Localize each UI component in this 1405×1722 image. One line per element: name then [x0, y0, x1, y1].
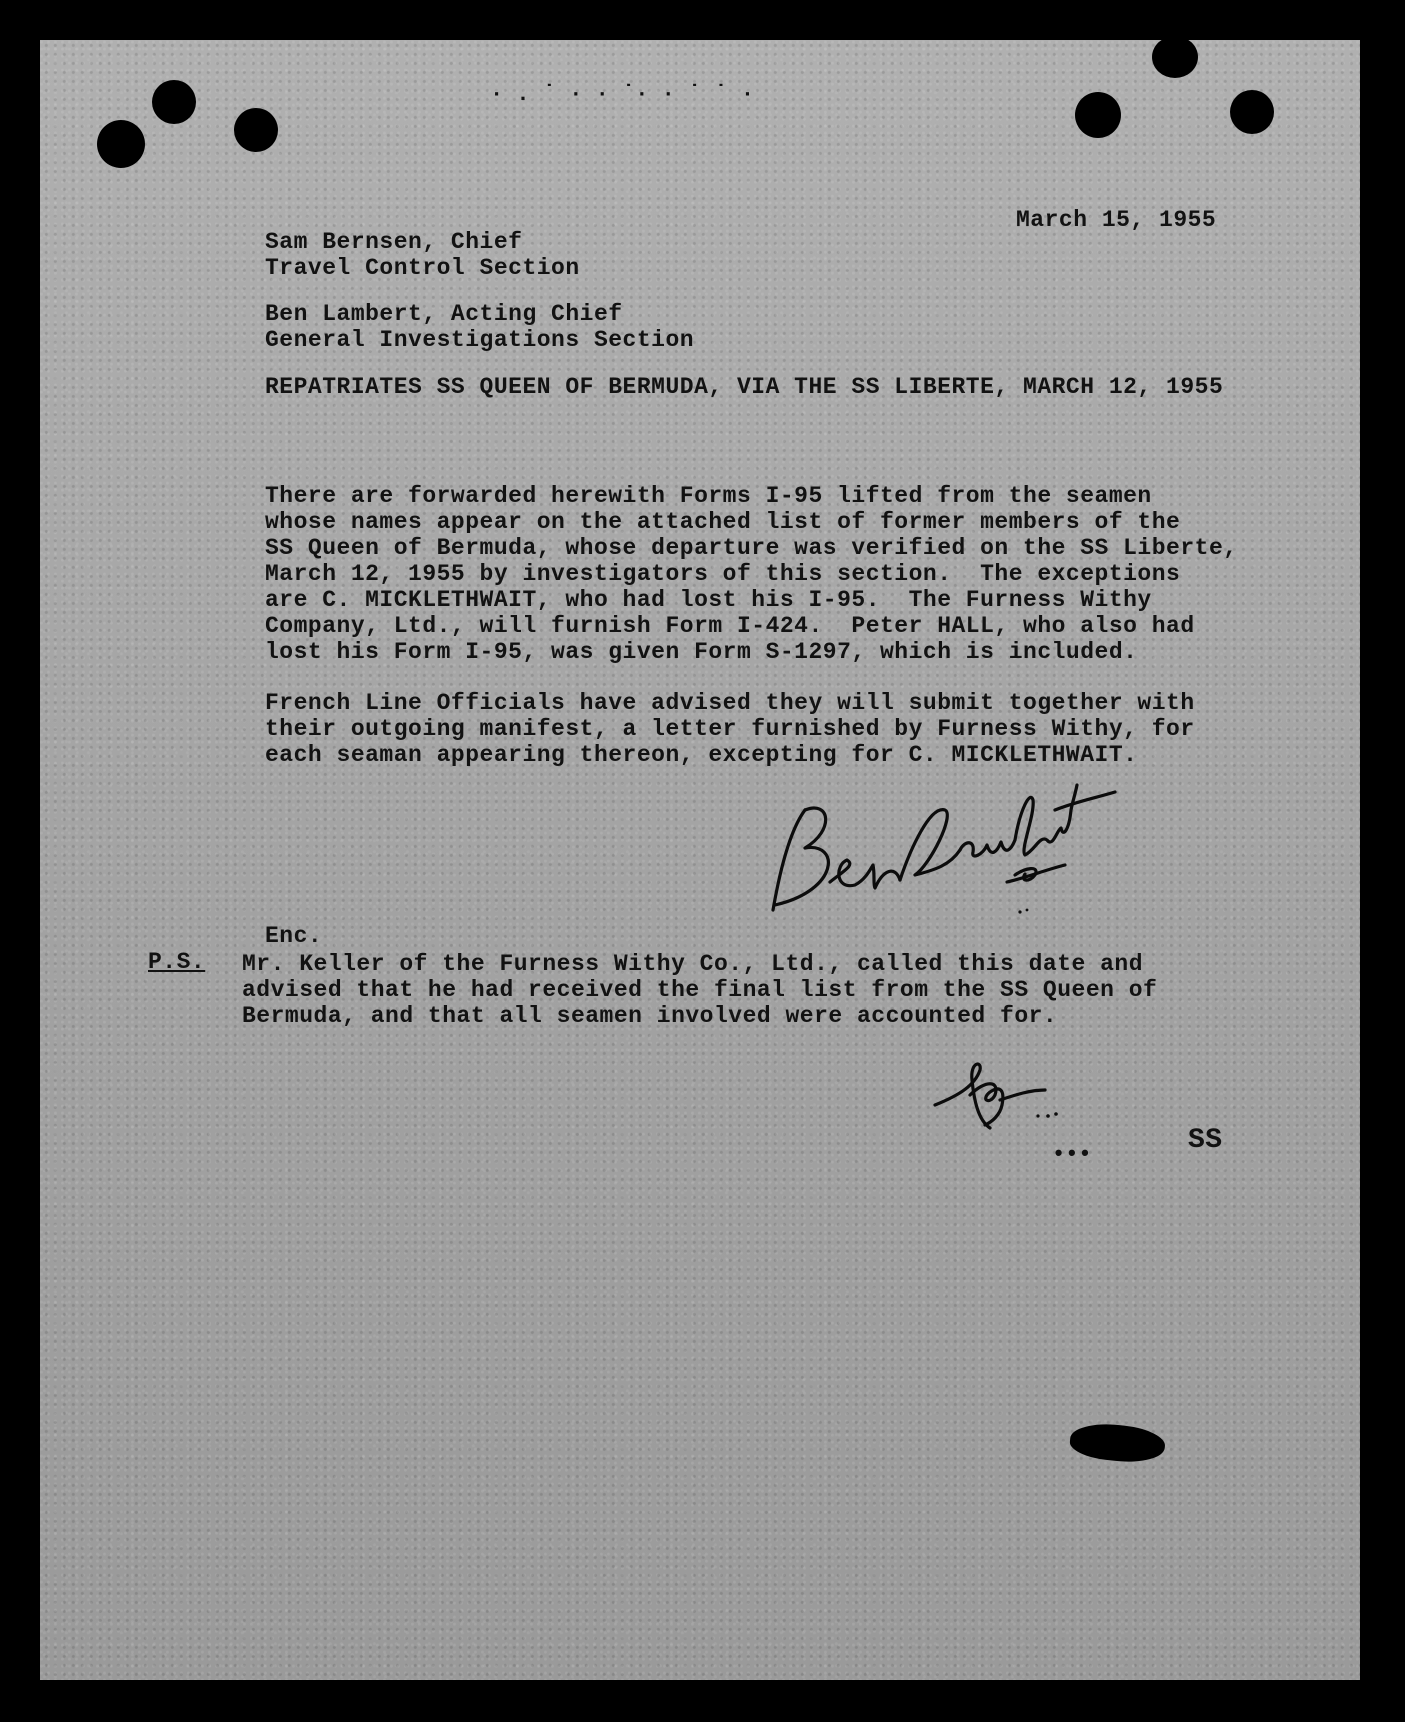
- memo-body-line: SS Queen of Bermuda, whose departure was verified on the SS Liberte,: [265, 535, 1238, 561]
- memo-from-name: Ben Lambert, Acting Chief: [265, 301, 623, 327]
- memo-subject: REPATRIATES SS QUEEN OF BERMUDA, VIA THE SS LIBERTE, MARCH 12, 1955: [265, 374, 1224, 400]
- postscript-line: advised that he had received the final list from the SS Queen of: [242, 977, 1158, 1003]
- punch-hole: [1152, 36, 1198, 78]
- memo-body-line: whose names appear on the attached list of former members of the: [265, 509, 1181, 535]
- postscript-label: P.S.: [148, 949, 206, 975]
- punch-hole: [1075, 92, 1121, 138]
- page-mark: SS: [1188, 1125, 1223, 1156]
- memo-to-name: Sam Bernsen, Chief: [265, 229, 523, 255]
- memo-body-line: Company, Ltd., will furnish Form I-424. Peter HALL, who also had: [265, 613, 1195, 639]
- signature-ben-lambert: [735, 770, 1115, 920]
- punch-hole: [97, 120, 145, 168]
- memo-body-line: their outgoing manifest, a letter furnished by Furness Withy, for: [265, 716, 1195, 742]
- memo-body-line: French Line Officials have advised they will submit together with: [265, 690, 1195, 716]
- punch-hole: [234, 108, 278, 152]
- ink-marks: •••: [1052, 1142, 1092, 1167]
- punch-hole: [1230, 90, 1274, 134]
- ink-smudge: [1068, 1420, 1166, 1466]
- memo-body-line: lost his Form I-95, was given Form S-1297, which is included.: [265, 639, 1138, 665]
- memo-date: March 15, 1955: [1016, 207, 1217, 233]
- ink-specks: · . ˙ · · ˙· · ˙ ˙ ·: [490, 82, 755, 107]
- memo-body-line: are C. MICKLETHWAIT, who had lost his I-95. The Furness Withy: [265, 587, 1152, 613]
- memo-body-line: each seaman appearing thereon, excepting for C. MICKLETHWAIT.: [265, 742, 1138, 768]
- memo-body-line: There are forwarded herewith Forms I-95 lifted from the seamen: [265, 483, 1152, 509]
- punch-hole: [152, 80, 196, 124]
- handwritten-initials: [930, 1050, 1070, 1140]
- enclosure-notation: Enc.: [265, 923, 323, 949]
- memo-body-line: March 12, 1955 by investigators of this section. The exceptions: [265, 561, 1181, 587]
- document-page: [40, 40, 1360, 1680]
- memo-to-section: Travel Control Section: [265, 255, 580, 281]
- memo-from-section: General Investigations Section: [265, 327, 695, 353]
- postscript-line: Bermuda, and that all seamen involved were accounted for.: [242, 1003, 1058, 1029]
- postscript-line: Mr. Keller of the Furness Withy Co., Ltd., called this date and: [242, 951, 1144, 977]
